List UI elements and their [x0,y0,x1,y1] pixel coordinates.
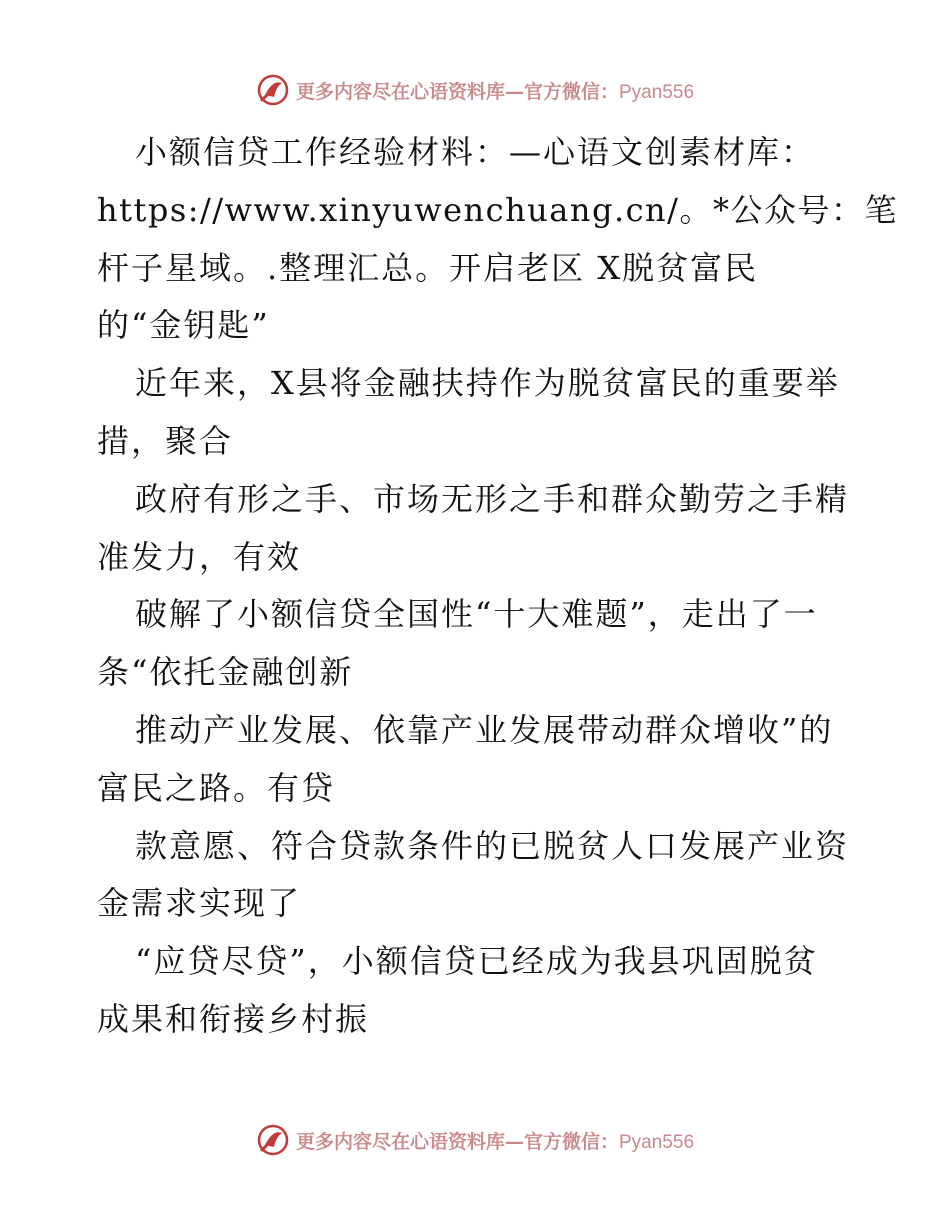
document-line: 政府有形之手、市场无形之手和群众勤劳之手精 [135,479,850,518]
document-line: https://www.xinyuwenchuang.cn/。*公众号：笔 [97,190,898,229]
footer-banner [0,1120,950,1160]
document-line: 条“依托金融创新 [97,653,354,692]
brand-logo-icon [256,73,290,107]
footer-banner-text: 更多内容尽在心语资料库—官方微信：Pyan556 [295,1130,695,1153]
document-line: 措，聚合 [97,421,234,460]
brand-logo-icon [256,1123,290,1157]
document-line: 金需求实现了 [97,884,302,923]
document-line: 杆子星域。.整理汇总。开启老区 X脱贫富民 [97,248,759,287]
document-line: 的“金钥匙” [97,306,270,345]
document-body [97,124,898,1049]
document-line: 破解了小额信贷全国性“十大难题”，走出了一 [135,595,818,634]
footer-wechat-id: Pyan556 [619,1131,695,1153]
document-line: 小额信贷工作经验材料：—心语文创素材库： [135,133,816,171]
document-line: 款意愿、符合贷款条件的已脱贫人口发展产业资 [135,826,850,865]
document-line: 推动产业发展、依靠产业发展带动群众增收”的 [135,710,834,749]
header-wechat-id: Pyan556 [619,81,695,103]
document-line: 近年来，X县将金融扶持作为脱贫富民的重要举 [135,364,840,403]
header-banner [0,70,950,110]
header-banner-text: 更多内容尽在心语资料库—官方微信：Pyan556 [295,80,695,103]
document-line: 准发力，有效 [97,537,302,576]
document-line: “应贷尽贷”，小额信贷已经成为我县巩固脱贫 [135,942,818,981]
document-line: 富民之路。有贷 [97,768,336,807]
document-line: 成果和衔接乡村振 [97,999,370,1038]
